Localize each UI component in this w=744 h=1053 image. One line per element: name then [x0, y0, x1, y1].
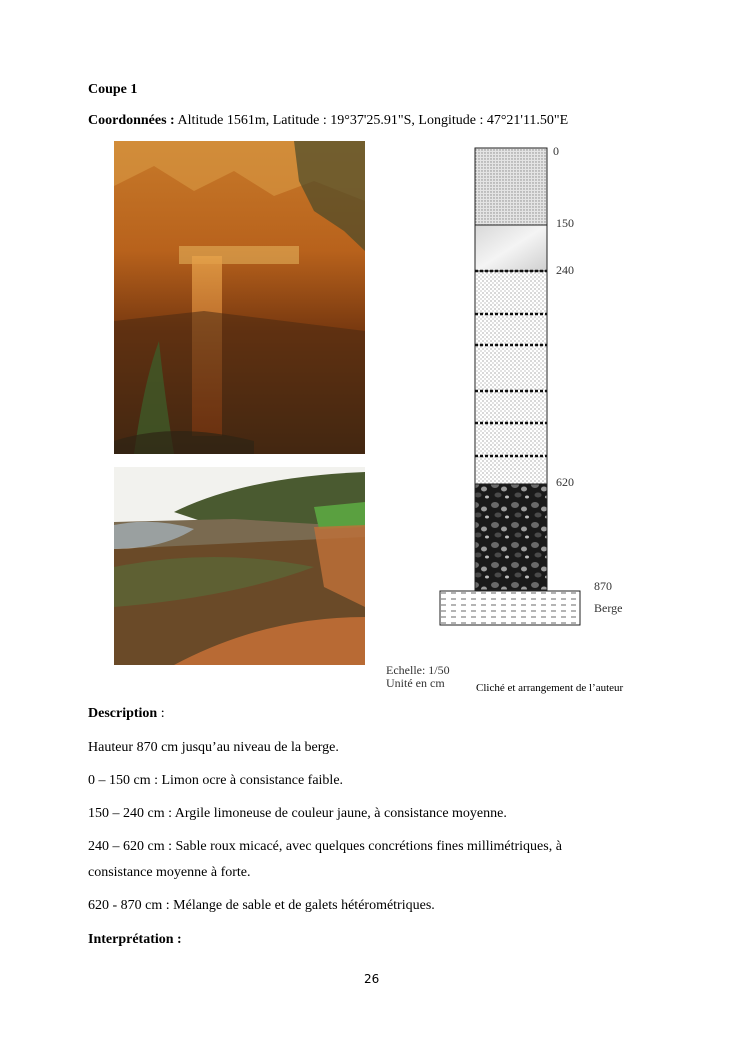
- description-line-3: 150 – 240 cm : Argile limoneuse de couleur jaune, à consistance moyenne.: [88, 806, 507, 821]
- cliff-photo: [114, 141, 365, 454]
- description-heading: Description: [88, 706, 158, 721]
- depth-label-0: 0: [553, 144, 559, 158]
- coordinates-label: Coordonnées :: [88, 113, 175, 128]
- interpretation-heading: Interprétation :: [88, 932, 182, 947]
- depth-label-150: 150: [556, 216, 574, 230]
- stratigraphic-column: [430, 140, 640, 650]
- riverbank-photo-image: [114, 467, 365, 665]
- page-number: 26: [364, 972, 380, 986]
- depth-label-620: 620: [556, 475, 574, 489]
- depth-label-870: 870: [594, 579, 612, 593]
- cliff-photo-image: [114, 141, 365, 454]
- photo-credit: Cliché et arrangement de l’auteur: [476, 682, 624, 694]
- riverbank-photo: [114, 467, 365, 665]
- depth-label-240: 240: [556, 263, 574, 277]
- scale-note: [386, 664, 450, 690]
- layer-sable: [475, 271, 547, 484]
- unit-text: Unité en cm: [386, 676, 445, 690]
- section-title: Coupe 1: [88, 82, 138, 97]
- layer-berge: [440, 591, 580, 625]
- layer-galets: [475, 484, 547, 590]
- description-line-5: consistance moyenne à forte.: [88, 865, 251, 880]
- description-line-6: 620 - 870 cm : Mélange de sable et de galets hétérométriques.: [88, 898, 435, 913]
- description-colon: :: [157, 706, 165, 721]
- description-line-4: 240 – 620 cm : Sable roux micacé, avec quelques concrétions fines millimétriques, à: [88, 839, 562, 854]
- coordinates-line: [88, 112, 568, 130]
- scale-text: Echelle: 1/50: [386, 663, 450, 677]
- layer-limon: [475, 148, 547, 225]
- description-line-2: 0 – 150 cm : Limon ocre à consistance faible.: [88, 773, 344, 788]
- layer-argile: [475, 225, 547, 271]
- description-line-1: Hauteur 870 cm jusqu’au niveau de la berge.: [88, 740, 339, 755]
- berge-label: Berge: [594, 601, 623, 615]
- coordinates-value: Altitude 1561m, Latitude : 19°37'25.91"S, Longitude : 47°21'11.50"E: [174, 113, 569, 128]
- description-heading-line: [88, 705, 165, 723]
